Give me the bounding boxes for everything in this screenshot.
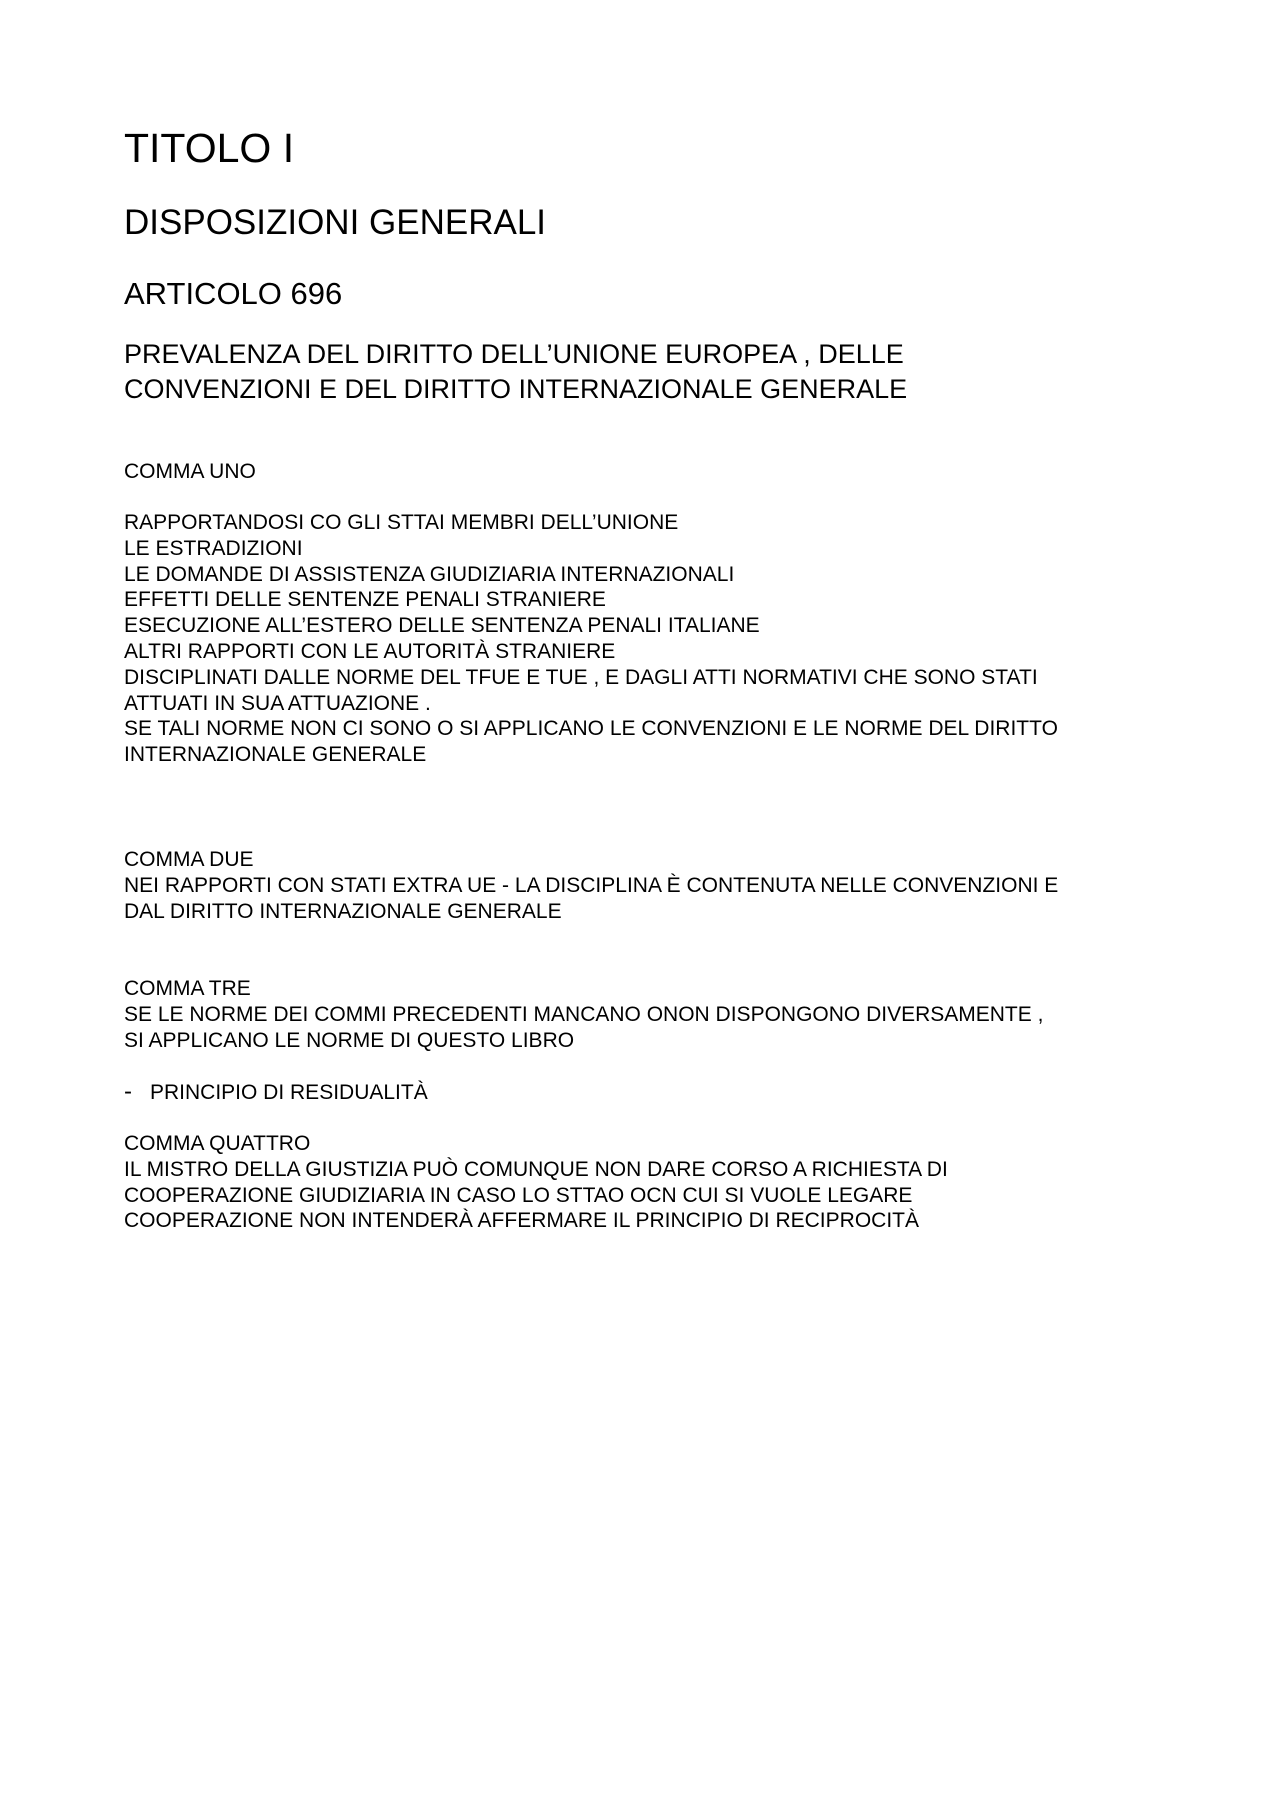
text-line: SI APPLICANO LE NORME DI QUESTO LIBRO [124, 1028, 575, 1052]
comma-quattro-section [124, 1131, 948, 1234]
text-line: ESECUZIONE ALL’ESTERO DELLE SENTENZA PENALI ITALIANE [124, 614, 760, 638]
comma-due-title: COMMA DUE [124, 848, 254, 871]
text-line: COOPERAZIONE NON INTENDERÀ AFFERMARE IL PRINCIPIO DI RECIPROCITÀ [124, 1209, 919, 1233]
text-line: ALTRI RAPPORTI CON LE AUTORITÀ STRANIERE [124, 639, 616, 663]
comma-due-section [124, 847, 1058, 924]
sezione-heading: DISPOSIZIONI GENERALI [124, 203, 547, 242]
rubrica-line: CONVENZIONI E DEL DIRITTO INTERNAZIONALE GENERALE [124, 374, 908, 404]
text-line: EFFETTI DELLE SENTENZE PENALI STRANIERE [124, 588, 606, 612]
comma-uno-heading [124, 459, 256, 485]
articolo-heading: ARTICOLO 696 [124, 276, 343, 311]
comma-uno-body [124, 510, 1058, 768]
text-line: COOPERAZIONE GIUDIZIARIA IN CASO LO STTAO OCN CUI SI VUOLE LEGARE [124, 1183, 913, 1207]
text-line: SE TALI NORME NON CI SONO O SI APPLICANO LE CONVENZIONI E LE NORME DEL DIRITTO [124, 717, 1058, 741]
text-line: INTERNAZIONALE GENERALE [124, 743, 427, 767]
bullet-dash: - [124, 1078, 132, 1105]
rubrica-heading [124, 337, 907, 407]
rubrica-line: PREVALENZA DEL DIRITTO DELL’UNIONE EUROPEA , DELLE [124, 339, 904, 369]
text-line: LE ESTRADIZIONI [124, 536, 303, 560]
text-line: IL MISTRO DELLA GIUSTIZIA PUÒ COMUNQUE NON DARE CORSO A RICHIESTA DI [124, 1157, 948, 1181]
comma-uno-title: COMMA UNO [124, 460, 256, 483]
text-line: DAL DIRITTO INTERNAZIONALE GENERALE [124, 899, 562, 923]
text-line: RAPPORTANDOSI CO GLI STTAI MEMBRI DELL’UNIONE [124, 511, 679, 534]
bullet-text: PRINCIPIO DI RESIDUALITÀ [150, 1081, 428, 1104]
text-line: SE LE NORME DEI COMMI PRECEDENTI MANCANO ONON DISPONGONO DIVERSAMENTE , [124, 1002, 1044, 1026]
text-line: LE DOMANDE DI ASSISTENZA GIUDIZIARIA INTERNAZIONALI [124, 562, 735, 586]
comma-quattro-title: COMMA QUATTRO [124, 1132, 311, 1155]
comma-tre-section [124, 976, 1043, 1053]
text-line: ATTUATI IN SUA ATTUAZIONE . [124, 691, 431, 715]
text-line: NEI RAPPORTI CON STATI EXTRA UE - LA DISCIPLINA È CONTENUTA NELLE CONVENZIONI E [124, 873, 1059, 897]
comma-tre-title: COMMA TRE [124, 977, 251, 1000]
titolo-heading: TITOLO I [124, 125, 295, 171]
text-line: DISCIPLINATI DALLE NORME DEL TFUE E TUE , E DAGLI ATTI NORMATIVI CHE SONO STATI [124, 665, 1038, 689]
bullet-item [124, 1079, 428, 1106]
